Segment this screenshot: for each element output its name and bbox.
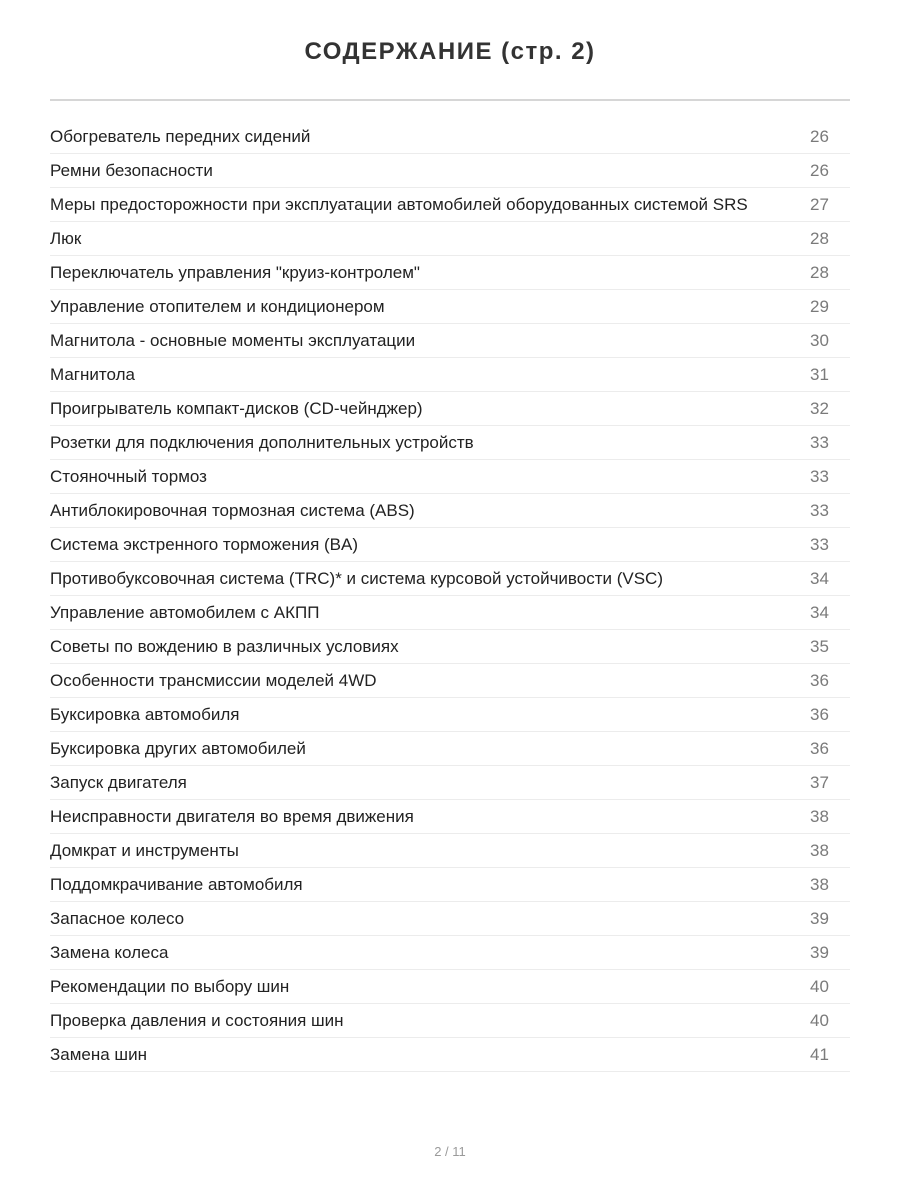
toc-entry[interactable]	[50, 698, 850, 732]
toc-entry-title: Неисправности двигателя во время движения	[50, 806, 414, 826]
page-title: СОДЕРЖАНИЕ (стр. 2)	[304, 38, 596, 65]
toc-entry-title: Переключатель управления "круиз-контролем"	[50, 262, 420, 282]
toc-entry-title: Магнитола - основные моменты эксплуатации	[50, 330, 416, 350]
toc-entry-page: 39	[810, 908, 829, 928]
toc-entry-title: Замена шин	[50, 1044, 147, 1064]
toc-entry[interactable]	[50, 324, 850, 358]
toc-entry-title: Рекомендации по выбору шин	[50, 976, 290, 996]
toc-entry-page: 31	[810, 364, 829, 384]
toc-entry-page: 28	[810, 262, 829, 282]
page-indicator: 2 / 11	[434, 1144, 466, 1159]
toc-entry-title: Запуск двигателя	[50, 772, 187, 792]
toc-entry[interactable]	[50, 426, 850, 460]
toc-entry-page: 33	[810, 500, 829, 520]
toc-entry-title: Запасное колесо	[50, 908, 185, 928]
toc-entry-title: Управление автомобилем с АКПП	[50, 602, 320, 622]
toc-entry[interactable]	[50, 120, 850, 154]
toc-entry-title: Стояночный тормоз	[50, 466, 207, 486]
toc-entry[interactable]	[50, 596, 850, 630]
toc-entry-title: Обогреватель передних сидений	[50, 126, 311, 146]
toc-entry-title: Управление отопителем и кондиционером	[50, 296, 385, 316]
toc-entry-title: Проверка давления и состояния шин	[50, 1010, 344, 1030]
toc-entry-page: 38	[810, 806, 829, 826]
toc-entry-page: 39	[810, 942, 829, 962]
toc-entry-page: 32	[810, 398, 829, 418]
toc-entry[interactable]	[50, 630, 850, 664]
toc-entry[interactable]	[50, 528, 850, 562]
toc-entry-page: 26	[810, 126, 829, 146]
toc-entry-page: 36	[810, 738, 829, 758]
toc-entry[interactable]	[50, 562, 850, 596]
toc-entry[interactable]	[50, 460, 850, 494]
toc-entry-title: Система экстренного торможения (BA)	[50, 534, 359, 554]
toc-entry-page: 38	[810, 840, 829, 860]
toc-entry[interactable]	[50, 766, 850, 800]
toc-entry-title: Люк	[50, 228, 82, 248]
toc-entry-title: Буксировка автомобиля	[50, 704, 240, 724]
toc-entry-title: Поддомкрачивание автомобиля	[50, 874, 303, 894]
toc-entry-title: Проигрыватель компакт-дисков (CD-чейнджер)	[50, 398, 423, 418]
toc-entry[interactable]	[50, 358, 850, 392]
toc-entry-title: Противобуксовочная система (TRC)* и система курсовой устойчивости (VSC)	[50, 568, 663, 588]
toc-entry[interactable]	[50, 392, 850, 426]
toc-entry-title: Меры предосторожности при эксплуатации автомобилей оборудованных системой SRS	[50, 194, 748, 214]
toc-entry[interactable]	[50, 222, 850, 256]
toc-entry-page: 33	[810, 466, 829, 486]
toc-entry[interactable]	[50, 1038, 850, 1072]
toc-entry-title: Домкрат и инструменты	[50, 840, 239, 860]
toc-entry[interactable]	[50, 936, 850, 970]
toc-entry-page: 36	[810, 670, 829, 690]
toc-entry-page: 40	[810, 1010, 829, 1030]
toc-entry-title: Буксировка других автомобилей	[50, 738, 306, 758]
toc-entry-page: 37	[810, 772, 829, 792]
toc-entry[interactable]	[50, 868, 850, 902]
toc-entry-page: 33	[810, 534, 829, 554]
toc-entry-page: 30	[810, 330, 829, 350]
toc-entry[interactable]	[50, 256, 850, 290]
toc-entry-page: 40	[810, 976, 829, 996]
toc-entry-page: 28	[810, 228, 829, 248]
toc-entry-title: Советы по вождению в различных условиях	[50, 636, 399, 656]
toc-entry[interactable]	[50, 494, 850, 528]
toc-entry[interactable]	[50, 800, 850, 834]
title-divider	[50, 99, 850, 101]
toc-entry-title: Розетки для подключения дополнительных устройств	[50, 432, 474, 452]
toc-entry-page: 33	[810, 432, 829, 452]
toc-entry[interactable]	[50, 834, 850, 868]
toc-entry[interactable]	[50, 970, 850, 1004]
toc-entry[interactable]	[50, 902, 850, 936]
toc-entry-title: Особенности трансмиссии моделей 4WD	[50, 670, 377, 690]
table-of-contents	[50, 120, 850, 1072]
toc-entry[interactable]	[50, 188, 850, 222]
toc-entry[interactable]	[50, 154, 850, 188]
toc-entry-page: 29	[810, 296, 829, 316]
toc-entry-title: Магнитола	[50, 364, 135, 384]
toc-entry-page: 27	[810, 194, 829, 214]
toc-entry[interactable]	[50, 732, 850, 766]
toc-entry-title: Антиблокировочная тормозная система (ABS)	[50, 500, 415, 520]
toc-entry-page: 36	[810, 704, 829, 724]
toc-entry-page: 41	[810, 1044, 829, 1064]
toc-entry-title: Ремни безопасности	[50, 160, 213, 180]
toc-entry-page: 34	[810, 568, 829, 588]
toc-entry-page: 26	[810, 160, 829, 180]
toc-entry-title: Замена колеса	[50, 942, 169, 962]
toc-entry-page: 38	[810, 874, 829, 894]
toc-entry[interactable]	[50, 290, 850, 324]
toc-entry-page: 35	[810, 636, 829, 656]
toc-entry-page: 34	[810, 602, 829, 622]
toc-entry[interactable]	[50, 664, 850, 698]
toc-entry[interactable]	[50, 1004, 850, 1038]
